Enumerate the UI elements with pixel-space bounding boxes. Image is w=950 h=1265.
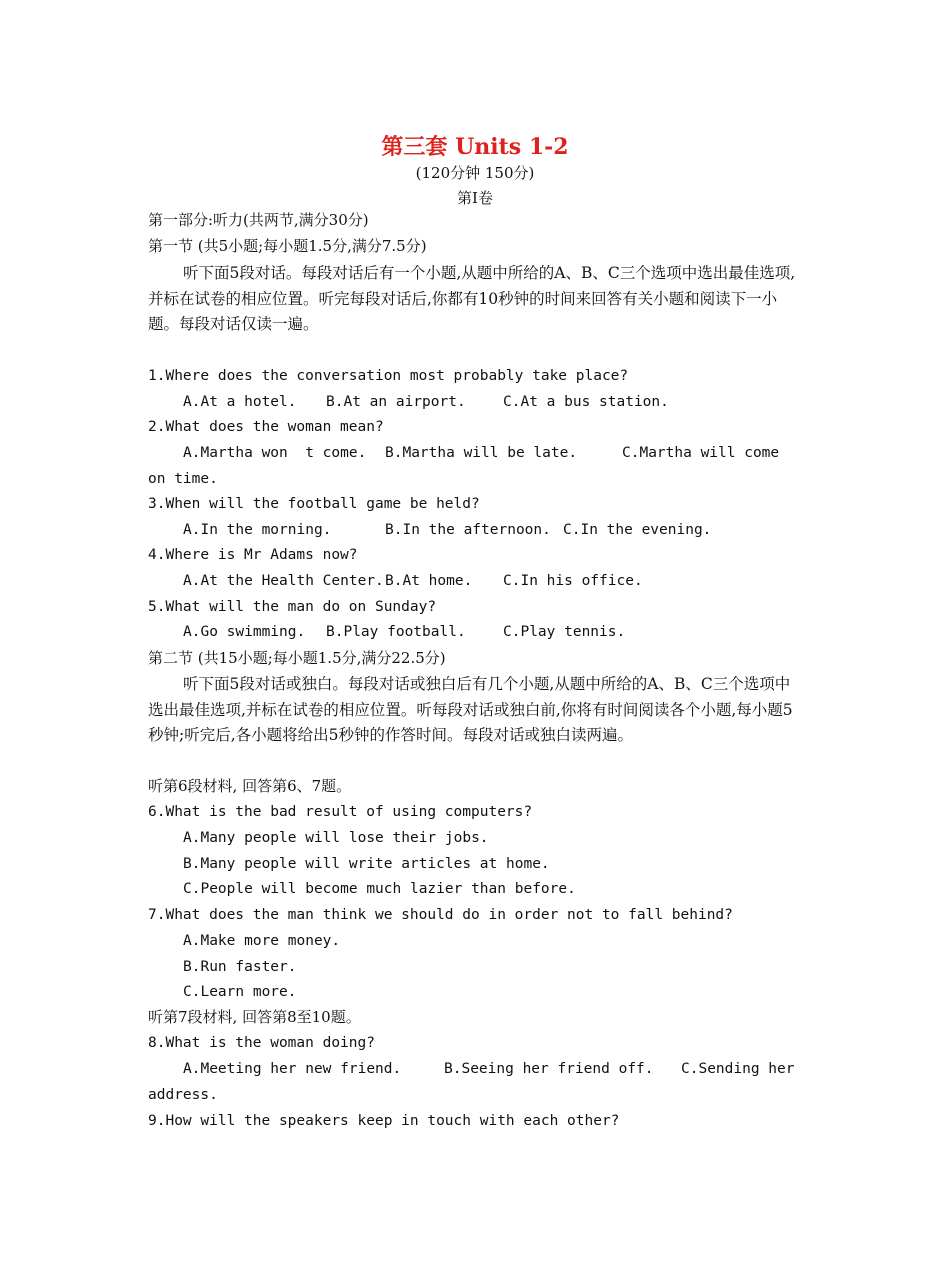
question-5-option-a: A.Go swimming. <box>183 624 306 640</box>
question-6-stem: 6.What is the bad result of using computers? <box>148 804 533 820</box>
question-5-option-b: B.Play football. <box>326 624 466 640</box>
question-2-option-c-wrap: on time. <box>148 471 218 487</box>
question-8-options <box>183 1059 843 1079</box>
question-5-option-c: C.Play tennis. <box>503 624 626 640</box>
question-6-option-b: B.Many people will write articles at home. <box>183 856 550 872</box>
question-4-options <box>183 571 843 591</box>
question-6-option-c: C.People will become much lazier than before. <box>183 881 576 897</box>
section2-instruction: 听下面5段对话或独白。每段对话或独白后有几个小题,从题中所给的A、B、C三个选项中选出最佳选项,并标在试卷的相应位置。听每段对话或独白前,你将有时间阅读各个小题,每小题5秒钟;听完后,各小题将给出5秒钟的作答时间。每段对话或独白读两遍。 <box>148 675 793 745</box>
section1-heading: 第一节 (共5小题;每小题1.5分,满分7.5分) <box>148 237 427 255</box>
question-8-option-b: B.Seeing her friend off. <box>444 1061 654 1077</box>
question-1-option-b: B.At an airport. <box>326 394 466 410</box>
part1-heading: 第一部分:听力(共两节,满分30分) <box>148 211 369 229</box>
question-3-options <box>183 520 843 540</box>
question-8-option-c: C.Sending her <box>681 1061 795 1077</box>
question-4-option-a: A.At the Health Center. <box>183 573 384 589</box>
question-1-option-a: A.At a hotel. <box>183 394 297 410</box>
question-8-option-a: A.Meeting her new friend. <box>183 1061 402 1077</box>
question-2-options <box>183 443 843 463</box>
material-6-note: 听第6段材料, 回答第6、7题。 <box>148 777 352 795</box>
question-3-stem: 3.When will the football game be held? <box>148 496 480 512</box>
question-1-option-c: C.At a bus station. <box>503 394 669 410</box>
page-title: 第三套 Units 1-2 <box>381 134 569 160</box>
question-4-option-c: C.In his office. <box>503 573 643 589</box>
section1-instruction: 听下面5段对话。每段对话后有一个小题,从题中所给的A、B、C三个选项中选出最佳选项,并标在试卷的相应位置。听完每段对话后,你都有10秒钟的时间来回答有关小题和阅读下一小题。每段对话仅读一遍。 <box>148 264 796 334</box>
section2-heading: 第二节 (共15小题;每小题1.5分,满分22.5分) <box>148 649 446 667</box>
question-2-option-b: B.Martha will be late. <box>385 445 578 461</box>
question-4-stem: 4.Where is Mr Adams now? <box>148 547 358 563</box>
question-4-option-b: B.At home. <box>385 573 473 589</box>
question-3-option-b: B.In the afternoon. <box>385 522 551 538</box>
question-1-options <box>183 392 843 412</box>
question-3-option-a: A.In the morning. <box>183 522 332 538</box>
question-7-stem: 7.What does the man think we should do in order not to fall behind? <box>148 907 733 923</box>
question-3-option-c: C.In the evening. <box>563 522 712 538</box>
question-8-option-c-wrap: address. <box>148 1087 218 1103</box>
question-7-option-b: B.Run faster. <box>183 959 297 975</box>
question-2-option-c: C.Martha will come <box>622 445 780 461</box>
material-7-note: 听第7段材料, 回答第8至10题。 <box>148 1008 361 1026</box>
question-5-stem: 5.What will the man do on Sunday? <box>148 599 437 615</box>
exam-duration: (120分钟 150分) <box>415 164 535 182</box>
question-8-stem: 8.What is the woman doing? <box>148 1035 375 1051</box>
question-2-option-a: A.Martha won t come. <box>183 445 367 461</box>
volume-label: 第Ⅰ卷 <box>457 189 493 207</box>
question-5-options <box>183 622 843 642</box>
question-1-stem: 1.Where does the conversation most probably take place? <box>148 368 629 384</box>
question-7-option-c: C.Learn more. <box>183 984 297 1000</box>
question-2-stem: 2.What does the woman mean? <box>148 419 384 435</box>
question-7-option-a: A.Make more money. <box>183 933 341 949</box>
question-6-option-a: A.Many people will lose their jobs. <box>183 830 489 846</box>
question-9-stem: 9.How will the speakers keep in touch with each other? <box>148 1113 620 1129</box>
